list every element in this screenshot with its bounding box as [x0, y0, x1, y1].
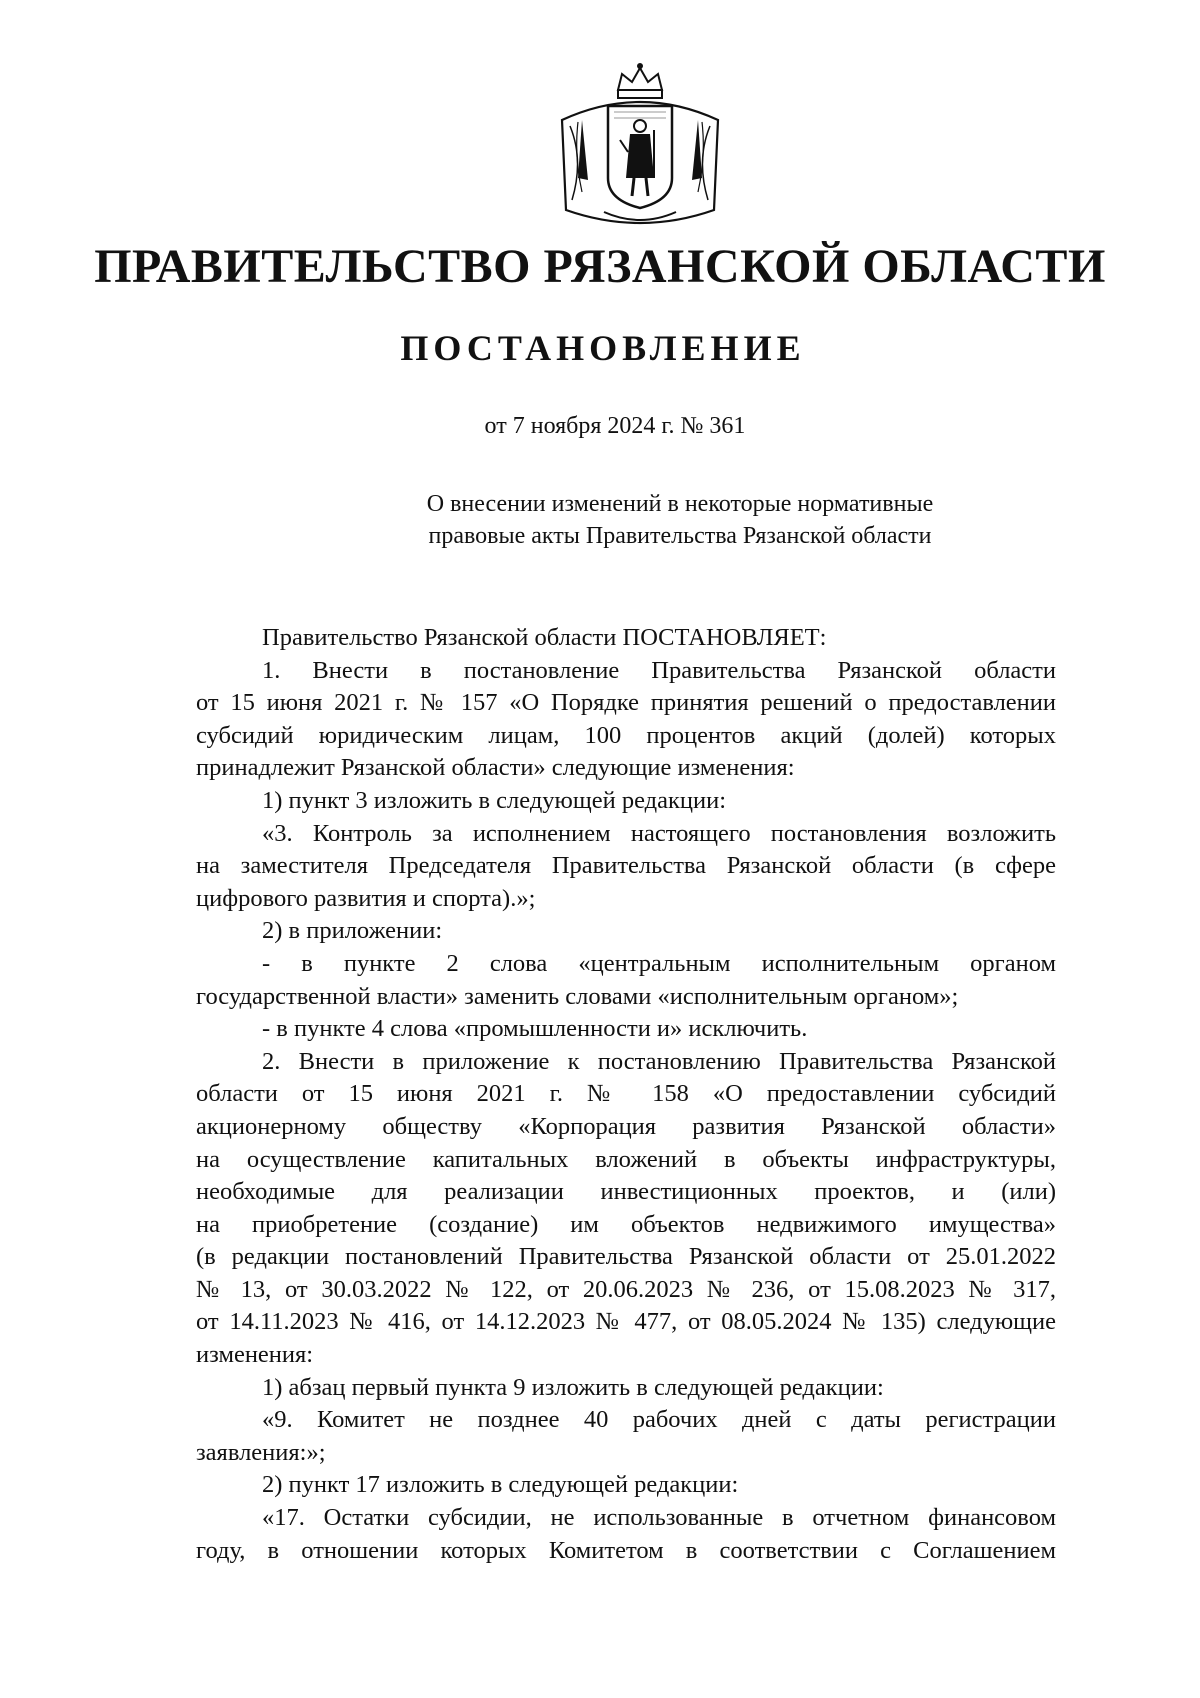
body-line: (в редакции постановлений Правительства Рязанской области от 25.01.2022: [196, 1243, 1056, 1271]
body-line: акционерному обществу «Корпорация развития Рязанской области»: [196, 1112, 1056, 1140]
body-line: 2) в приложении:: [262, 917, 443, 945]
document-heading: [360, 488, 1000, 552]
body-line: «3. Контроль за исполнением настоящего постановления возложить: [262, 819, 1056, 847]
body-line: принадлежит Рязанской области» следующие изменения:: [196, 754, 795, 782]
body-line: «17. Остатки субсидии, не использованные в отчетном финансовом: [262, 1504, 1056, 1532]
document-date-number: от 7 ноября 2024 г. № 361: [484, 413, 746, 439]
body-line: на приобретение (создание) им объектов недвижимого имущества»: [196, 1210, 1056, 1238]
body-line: 2) пункт 17 изложить в следующей редакции:: [262, 1471, 739, 1499]
body-line: 1) пункт 3 изложить в следующей редакции:: [262, 786, 727, 814]
body-line: заявления:»;: [196, 1438, 326, 1466]
body-line: государственной власти» заменить словами «исполнительным органом»;: [196, 982, 959, 1010]
heading-line: О внесении изменений в некоторые нормативные: [426, 491, 934, 517]
body-line: субсидий юридическим лицам, 100 процентов акций (долей) которых: [196, 721, 1056, 749]
heading-line: правовые акты Правительства Рязанской области: [428, 523, 932, 549]
body-line: - в пункте 4 слова «промышленности и» исключить.: [262, 1015, 808, 1043]
government-title: ПРАВИТЕЛЬСТВО РЯЗАНСКОЙ ОБЛАСТИ: [94, 240, 1106, 293]
body-line: № 13, от 30.03.2022 № 122, от 20.06.2023 № 236, от 15.08.2023 № 317,: [196, 1275, 1056, 1303]
body-line: от 14.11.2023 № 416, от 14.12.2023 № 477, от 08.05.2024 № 135) следующие: [196, 1308, 1056, 1336]
body-line: на заместителя Председателя Правительства Рязанской области (в сфере: [196, 852, 1056, 880]
document-type: ПОСТАНОВЛЕНИЕ: [400, 328, 806, 368]
body-line: году, в отношении которых Комитетом в соответствии с Соглашением: [196, 1536, 1056, 1564]
body-line: необходимые для реализации инвестиционных проектов, и (или): [196, 1178, 1056, 1206]
coat-of-arms-emblem: [548, 60, 732, 232]
body-line: 2. Внести в приложение к постановлению Правительства Рязанской: [262, 1047, 1056, 1075]
body-line: изменения:: [196, 1341, 314, 1369]
body-line: 1. Внести в постановление Правительства Рязанской области: [262, 656, 1056, 684]
document-body: [196, 622, 1056, 1567]
body-line: «9. Комитет не позднее 40 рабочих дней с даты регистрации: [262, 1406, 1056, 1434]
body-line: на осуществление капитальных вложений в объекты инфраструктуры,: [196, 1145, 1056, 1173]
body-line: области от 15 июня 2021 г. № 158 «О предоставлении субсидий: [196, 1080, 1056, 1108]
body-line: цифрового развития и спорта).»;: [196, 884, 536, 912]
body-line: Правительство Рязанской области ПОСТАНОВЛЯЕТ:: [262, 624, 827, 651]
body-line: 1) абзац первый пункта 9 изложить в следующей редакции:: [262, 1373, 884, 1401]
body-line: - в пункте 2 слова «центральным исполнительным органом: [262, 949, 1056, 977]
body-line: от 15 июня 2021 г. № 157 «О Порядке принятия решений о предоставлении: [196, 689, 1056, 717]
